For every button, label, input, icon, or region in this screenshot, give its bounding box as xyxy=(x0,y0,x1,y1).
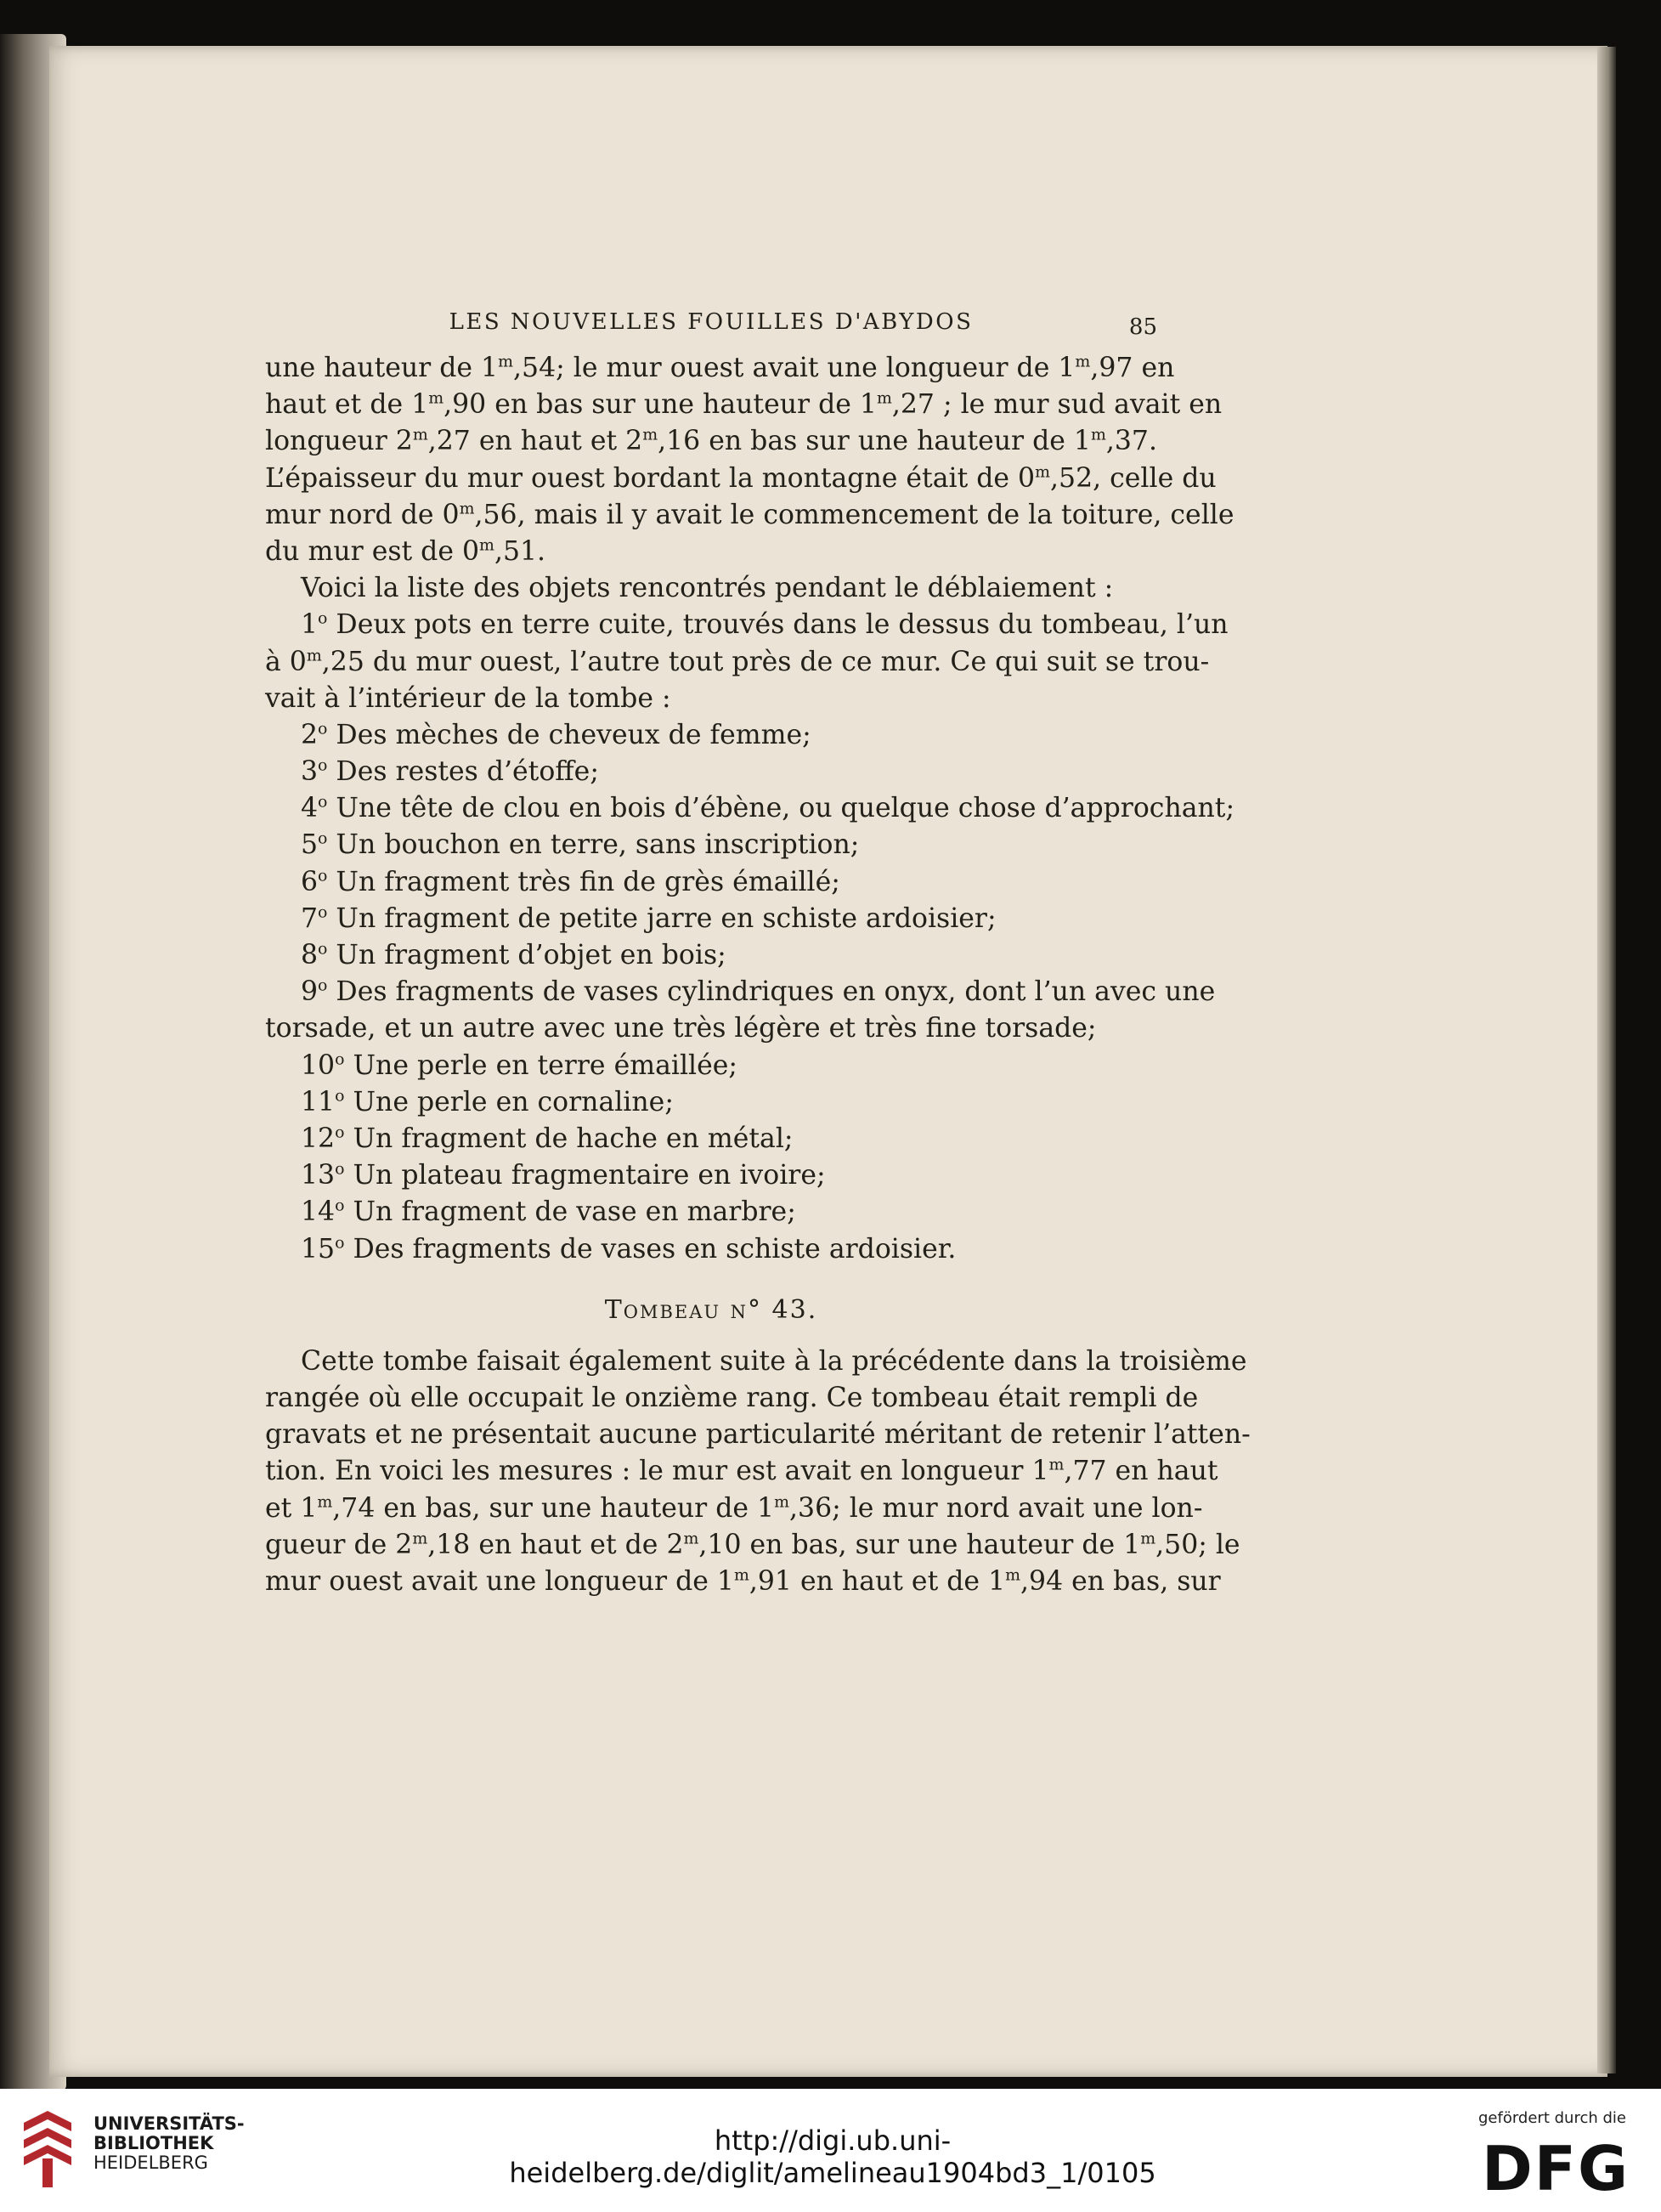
list-item-9 xyxy=(265,974,1216,1047)
list-item xyxy=(265,864,1157,901)
superscript: o xyxy=(335,1049,345,1069)
list-item xyxy=(265,1194,1157,1230)
list-item xyxy=(265,1121,1157,1157)
superscript: o xyxy=(318,755,328,775)
text-run: 1 xyxy=(301,609,319,641)
superscript: m xyxy=(1035,462,1051,482)
funding-note: gefördert durch die xyxy=(1478,2109,1626,2127)
text-run: Deux pots en terre cuite, trouvés dans le dessus du tombeau, l’un xyxy=(327,609,1229,641)
list-item xyxy=(265,937,1157,974)
text-run: ,16 en bas sur une hauteur de 1 xyxy=(658,426,1091,457)
library-name-line-3: HEIDELBERG xyxy=(93,2153,208,2173)
superscript: m xyxy=(683,1529,699,1548)
paragraph-line xyxy=(265,1380,1199,1417)
list-item xyxy=(265,1048,1157,1084)
text-run: 15 xyxy=(301,1233,336,1264)
paragraph-line xyxy=(265,387,1223,423)
paragraph-line xyxy=(265,1564,1221,1600)
superscript: m xyxy=(1090,425,1106,444)
paragraph-line xyxy=(265,350,1175,387)
superscript: m xyxy=(498,352,514,371)
text-run: Un bouchon en terre, sans inscription; xyxy=(327,829,860,861)
superscript: m xyxy=(1075,352,1091,371)
text-run: Des restes d’étoffe; xyxy=(327,756,599,788)
superscript: o xyxy=(318,866,328,885)
text-run: ,54; le mur ouest avait une longueur de 1 xyxy=(513,353,1076,383)
text-run: Un fragment de hache en métal; xyxy=(344,1123,794,1154)
text-run: 13 xyxy=(301,1160,336,1191)
superscript: o xyxy=(318,902,328,922)
library-name-line-2: BIBLIOTHEK xyxy=(93,2133,214,2153)
superscript: m xyxy=(876,388,892,408)
paragraph-line xyxy=(265,1344,1247,1380)
paragraph-line xyxy=(265,1491,1203,1527)
superscript: m xyxy=(733,1565,749,1585)
text-run: Une perle en terre émaillée; xyxy=(344,1049,737,1081)
list-items-late xyxy=(265,1048,1157,1268)
running-head xyxy=(265,296,1157,340)
superscript: o xyxy=(318,829,328,848)
paragraph-line xyxy=(265,423,1157,460)
list-item xyxy=(265,827,1157,863)
paragraph-line xyxy=(265,1417,1251,1453)
list-item-line xyxy=(265,644,1210,681)
list-item xyxy=(265,901,1157,937)
text-run: ,90 en bas sur une hauteur de 1 xyxy=(443,389,877,421)
list-item-1 xyxy=(265,607,1229,717)
superscript: m xyxy=(412,425,428,444)
text-run: ,74 en bas, sur une hauteur de 1 xyxy=(332,1492,775,1524)
text-run: ,51. xyxy=(494,535,546,567)
permalink-url[interactable]: http://digi.ub.uni-heidelberg.de/diglit/amelineau1904bd3_1/0105 xyxy=(509,2124,1156,2189)
list-item xyxy=(265,1157,1157,1194)
superscript: o xyxy=(318,719,328,738)
superscript: m xyxy=(642,425,658,444)
list-item-line xyxy=(265,1010,1157,1047)
text-run: Un plateau fragmentaire en ivoire; xyxy=(344,1160,826,1191)
text-run: 3 xyxy=(301,756,319,788)
superscript: m xyxy=(306,646,322,665)
running-title: LES NOUVELLES FOUILLES D'ABYDOS xyxy=(449,309,974,335)
superscript: o xyxy=(335,1233,345,1252)
superscript: m xyxy=(428,388,444,408)
superscript: m xyxy=(774,1492,790,1512)
text-run: 4 xyxy=(301,793,319,824)
text-run: Des mèches de cheveux de femme; xyxy=(327,719,811,750)
text-run: ,91 en haut et de 1 xyxy=(749,1566,1006,1598)
list-item xyxy=(265,1231,1157,1268)
paragraph-tombeau-43 xyxy=(265,1344,1251,1600)
text-run: Cette tombe faisait également suite à la précédente dans la troisième xyxy=(301,1345,1247,1377)
page-stack-edge xyxy=(1597,47,1616,2073)
superscript: m xyxy=(1005,1565,1021,1585)
text-run: 7 xyxy=(301,902,319,934)
text-run: ,56, mais il y avait le commencement de la toiture, celle xyxy=(474,499,1234,530)
text-run: du mur est de 0 xyxy=(265,535,480,567)
text-run: 10 xyxy=(301,1049,336,1081)
text-run: tion. En voici les mesures : le mur est avait en longueur 1 xyxy=(265,1456,1049,1487)
library-name xyxy=(93,2114,245,2173)
superscript: m xyxy=(459,499,475,518)
text-run: Un fragment de vase en marbre; xyxy=(344,1197,796,1228)
text-run: Un fragment d’objet en bois; xyxy=(327,940,726,970)
text-run: ,37. xyxy=(1105,426,1157,457)
paragraph-measurements xyxy=(265,350,1234,570)
svg-text:DFG: DFG xyxy=(1482,2137,1630,2197)
text-run: L’épaisseur du mur ouest bordant la montagne était de 0 xyxy=(265,462,1036,494)
text-run: ,10 en bas, sur une hauteur de 1 xyxy=(698,1529,1141,1560)
library-name-line-1: UNIVERSITÄTS- xyxy=(93,2113,245,2134)
text-run: ,77 en haut xyxy=(1064,1456,1218,1487)
text-run: mur nord de 0 xyxy=(265,499,460,530)
list-intro: Voici la liste des objets rencontrés pendant le déblaiement : xyxy=(301,573,1114,604)
list-item-line xyxy=(265,681,1157,717)
list-item-line xyxy=(265,607,1229,643)
library-logo-icon xyxy=(17,2106,78,2191)
superscript: o xyxy=(335,1159,345,1179)
text-run: torsade, et un autre avec une très légère et très fine torsade; xyxy=(265,1013,1097,1044)
list-item xyxy=(265,717,1157,754)
text-run: 14 xyxy=(301,1197,336,1228)
superscript: o xyxy=(335,1086,345,1106)
text-run: rangée où elle occupait le onzième rang. Ce tombeau était rempli de xyxy=(265,1383,1199,1414)
text-run: 11 xyxy=(301,1086,336,1117)
superscript: m xyxy=(317,1492,333,1512)
paragraph-line xyxy=(265,497,1234,534)
list-items xyxy=(265,717,1235,974)
superscript: m xyxy=(1048,1455,1065,1474)
text-run: ,27 en haut et 2 xyxy=(427,426,643,457)
paragraph-line xyxy=(265,1527,1240,1564)
superscript: o xyxy=(318,792,328,812)
superscript: m xyxy=(1140,1529,1156,1548)
text-run: 9 xyxy=(301,976,319,1008)
text-run: ,36; le mur nord avait une lon- xyxy=(789,1492,1203,1524)
text-run: 5 xyxy=(301,829,319,861)
text-run: mur ouest avait une longueur de 1 xyxy=(265,1566,734,1598)
text-run: Un fragment très fin de grès émaillé; xyxy=(327,866,840,897)
text-run: ,25 du mur ouest, l’autre tout près de ce mur. Ce qui suit se trou- xyxy=(321,646,1210,677)
list-item xyxy=(265,754,1157,790)
text-run: Des fragments de vases en schiste ardoisier. xyxy=(344,1233,957,1264)
text-run: ,18 en haut et de 2 xyxy=(427,1529,684,1560)
text-run: vait à l’intérieur de la tombe : xyxy=(265,682,671,714)
text-run: et 1 xyxy=(265,1492,318,1524)
paragraph-line xyxy=(265,1453,1218,1490)
superscript: o xyxy=(318,976,328,995)
list-item xyxy=(265,1084,1157,1121)
dfg-logo-icon xyxy=(1482,2137,1643,2197)
text-run: 8 xyxy=(301,940,319,970)
superscript: o xyxy=(318,608,328,628)
superscript: o xyxy=(318,939,328,959)
list-item xyxy=(265,790,1235,827)
text-run: ,50; le xyxy=(1155,1529,1240,1560)
list-item-line xyxy=(265,974,1216,1010)
paragraph-line xyxy=(265,534,1157,570)
text-run: à 0 xyxy=(265,646,307,677)
section-heading: Tombeau n° 43. xyxy=(604,1294,818,1325)
superscript: m xyxy=(479,535,494,555)
text-run: ,97 en xyxy=(1090,353,1175,383)
page-text xyxy=(265,296,1251,1600)
text-run: 2 xyxy=(301,719,319,750)
text-run: Une perle en cornaline; xyxy=(344,1086,674,1117)
text-run: Des fragments de vases cylindriques en onyx, dont l’un avec une xyxy=(327,976,1216,1008)
text-run: ,52, celle du xyxy=(1050,462,1217,494)
paragraph-line xyxy=(265,461,1217,497)
text-run: Une tête de clou en bois d’ébène, ou quelque chose d’approchant; xyxy=(327,793,1235,824)
text-run: ,27 ; le mur sud avait en xyxy=(891,389,1223,421)
text-run: gueur de 2 xyxy=(265,1529,413,1560)
text-run: longueur 2 xyxy=(265,426,413,457)
text-run: 6 xyxy=(301,866,319,897)
page-number: 85 xyxy=(1128,314,1157,340)
text-run: gravats et ne présentait aucune particularité méritant de retenir l’atten- xyxy=(265,1419,1251,1451)
text-run: une hauteur de 1 xyxy=(265,353,499,383)
superscript: m xyxy=(412,1529,428,1548)
text-run: 12 xyxy=(301,1123,336,1154)
superscript: o xyxy=(335,1196,345,1215)
text-run: haut et de 1 xyxy=(265,389,429,421)
superscript: o xyxy=(335,1123,345,1142)
text-run: Un fragment de petite jarre en schiste ardoisier; xyxy=(327,902,997,934)
text-run: ,94 en bas, sur xyxy=(1020,1566,1221,1598)
